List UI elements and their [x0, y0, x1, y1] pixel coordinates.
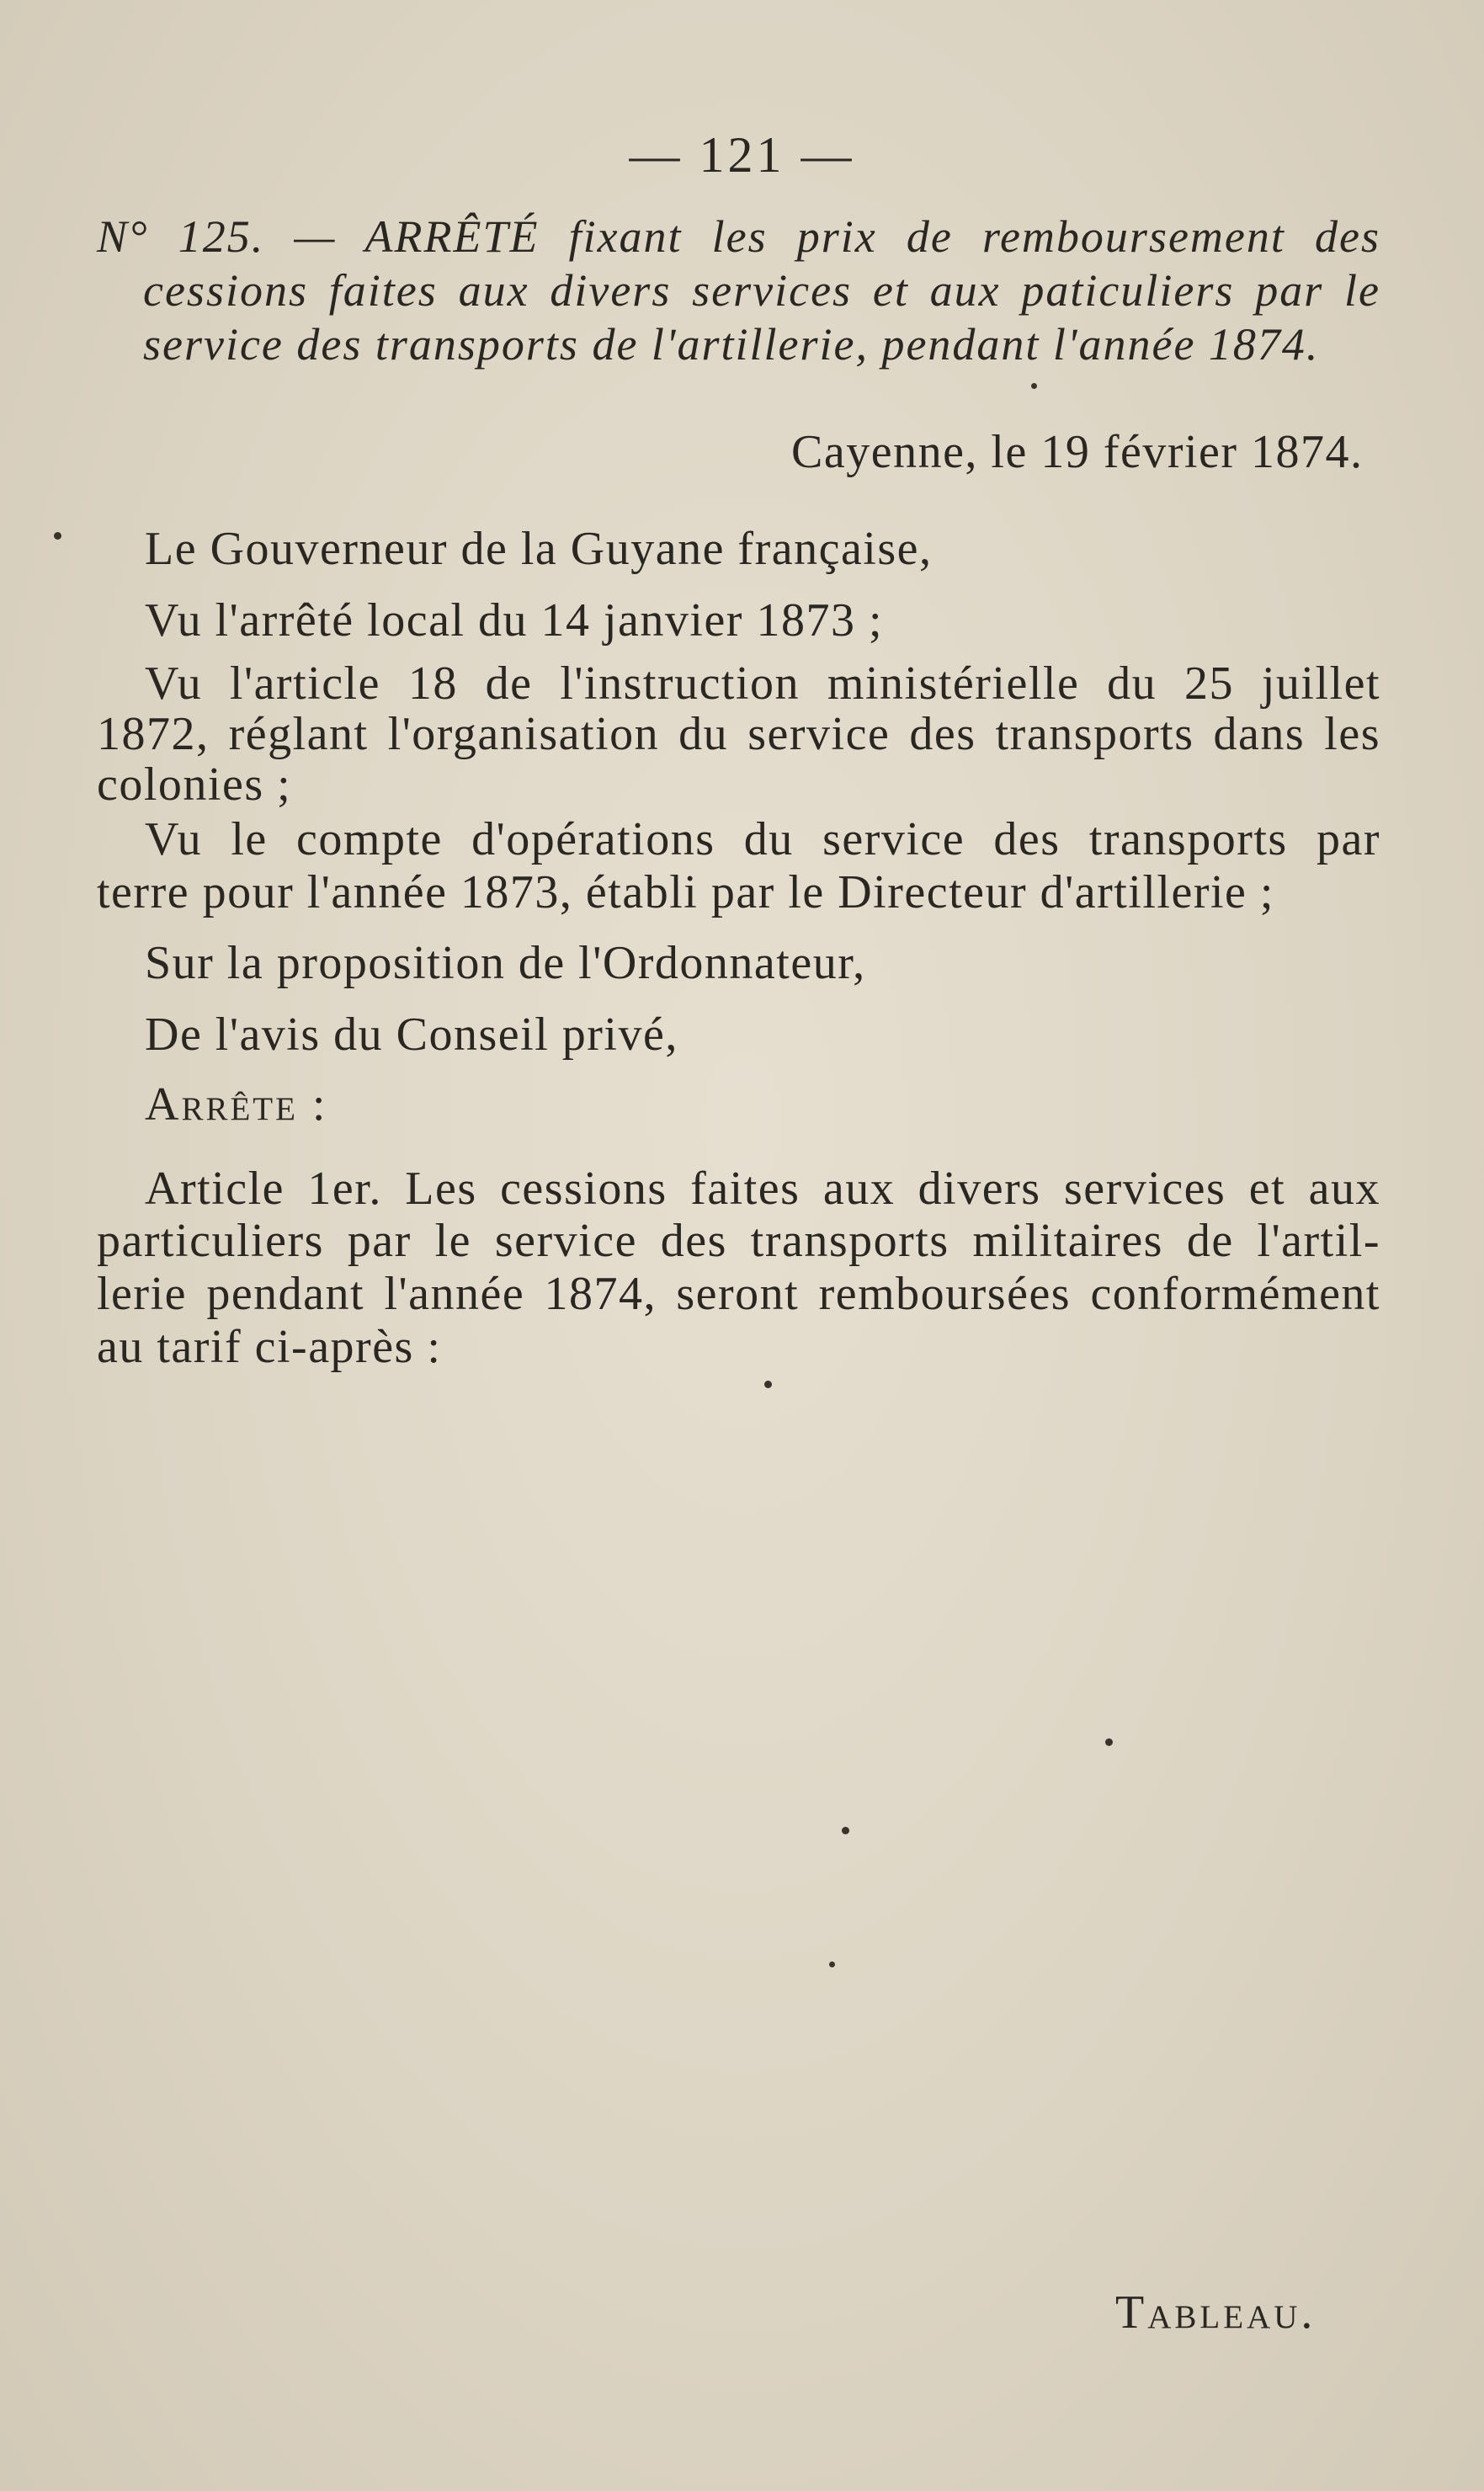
- consideration-line-8: De l'avis du Conseil privé,: [145, 1009, 678, 1061]
- ink-speck: [842, 1827, 849, 1834]
- decision-word: Arrête :: [145, 1078, 328, 1131]
- consideration-line-3: 1872, réglant l'organisation du service des transports dans les: [97, 708, 1380, 760]
- article-line-3: lerie pendant l'année 1874, seront remboursées conformément: [97, 1268, 1380, 1320]
- heading-line-1: N° 125. — ARRÊTÉ fixant les prix de remboursement des: [97, 211, 1380, 262]
- heading-line-2: cessions faites aux divers services et aux paticuliers par le: [143, 265, 1380, 316]
- ink-speck: [829, 1961, 835, 1967]
- consideration-line-7: Sur la proposition de l'Ordonnateur,: [145, 937, 866, 989]
- catchword: Tableau.: [1115, 2286, 1316, 2339]
- ink-speck: [1105, 1738, 1113, 1746]
- place-date: Cayenne, le 19 février 1874.: [791, 426, 1364, 478]
- article-line-1: Article 1er. Les cessions faites aux divers services et aux: [145, 1163, 1380, 1215]
- governor-line: Le Gouverneur de la Guyane française,: [145, 523, 933, 575]
- consideration-line-2: Vu l'article 18 de l'instruction ministérielle du 25 juillet: [145, 657, 1380, 710]
- consideration-line-6: terre pour l'année 1873, établi par le Directeur d'artillerie ;: [97, 866, 1274, 918]
- consideration-line-4: colonies ;: [97, 758, 292, 811]
- ink-speck: [54, 532, 61, 540]
- heading-line-3: service des transports de l'artillerie, pendant l'année 1874.: [143, 319, 1320, 370]
- consideration-line-5: Vu le compte d'opérations du service des transports par: [145, 813, 1380, 865]
- consideration-line-1: Vu l'arrêté local du 14 janvier 1873 ;: [145, 594, 884, 647]
- article-line-2: particuliers par le service des transports militaires de l'artil-: [97, 1215, 1380, 1267]
- page-number: — 121 —: [629, 127, 855, 183]
- ink-speck: [1031, 383, 1037, 389]
- ink-speck: [764, 1381, 772, 1388]
- article-line-4: au tarif ci-après :: [97, 1321, 442, 1373]
